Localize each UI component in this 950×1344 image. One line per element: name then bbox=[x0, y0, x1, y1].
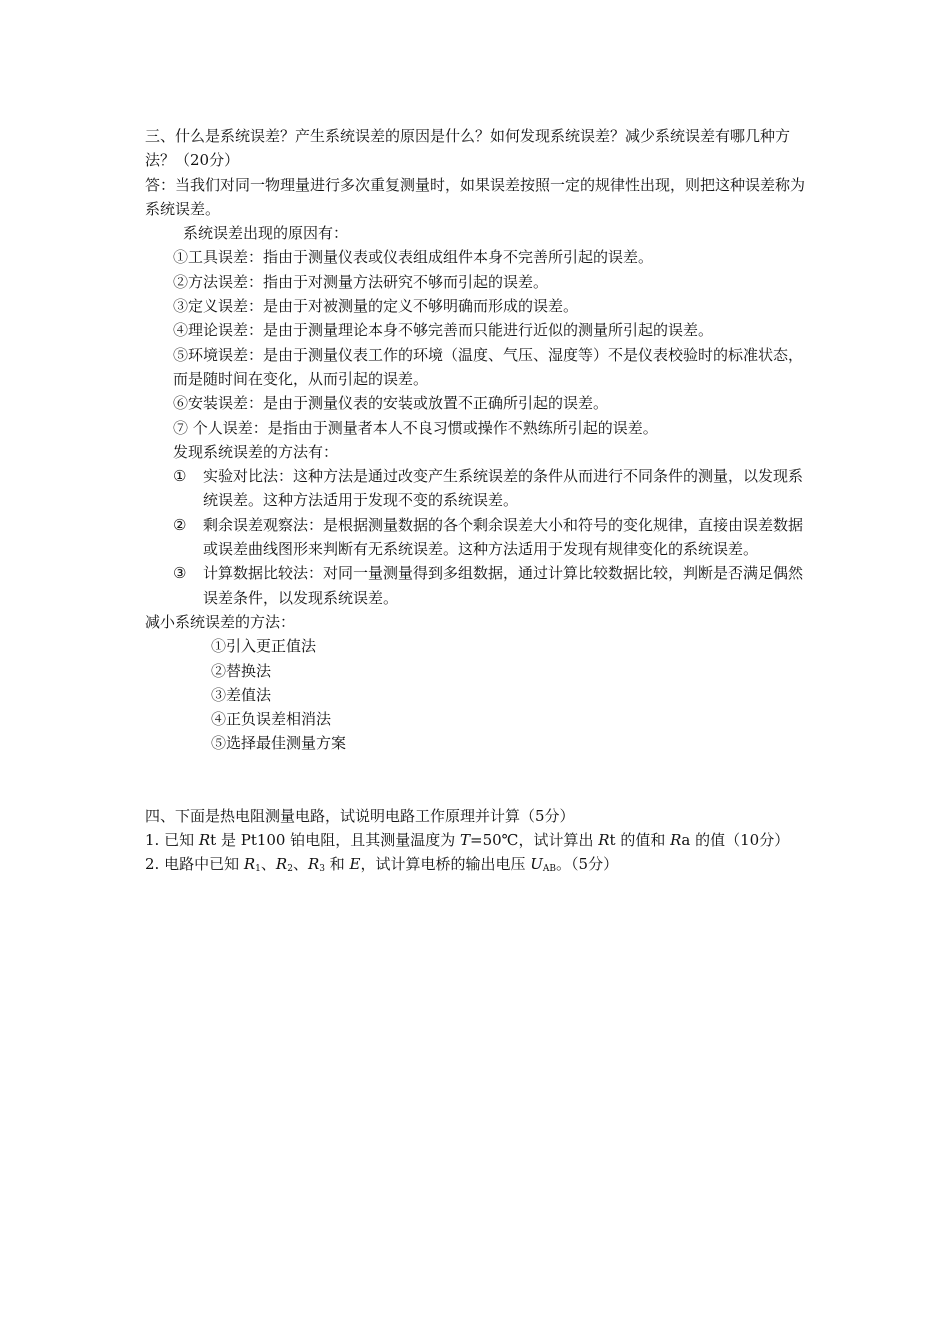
q4-item-1-text: =50℃，试计算出 bbox=[470, 831, 599, 850]
q4-item-1-text: 1. 已知 bbox=[145, 831, 199, 850]
var-e: E bbox=[349, 855, 361, 874]
cause-item: ⑦ 个人误差：是指由于测量者本人不良习惯或操作不熟练所引起的误差。 bbox=[173, 418, 658, 437]
detect-item-text: 计算数据比较法：对同一量测量得到多组数据，通过计算比较数据比较，判断是否满足偶然误差条件，以发现系统误差。 bbox=[203, 564, 804, 607]
var-r1: R bbox=[243, 855, 256, 874]
reduce-item: ③差值法 bbox=[211, 685, 272, 704]
q4-item-2 bbox=[145, 852, 815, 881]
var-r: R bbox=[670, 831, 682, 850]
q4-item-2-text: 2. 电路中已知 bbox=[145, 855, 244, 874]
cause-item: ①工具误差：指由于测量仪表或仪表组成组件本身不完善所引起的误差。 bbox=[173, 248, 654, 267]
subscript: 1 bbox=[255, 864, 261, 875]
reduce-item: ④正负误差相消法 bbox=[211, 710, 332, 729]
subscript: 2 bbox=[287, 864, 293, 875]
q4-item-1-text: a 的值（10分） bbox=[681, 831, 790, 850]
document-content bbox=[145, 124, 815, 882]
detect-item bbox=[145, 561, 815, 610]
detect-item-number: ③ bbox=[173, 564, 187, 583]
separator: 、 bbox=[292, 855, 308, 874]
conjunction: 和 bbox=[324, 855, 350, 874]
q3-title: 三、什么是系统误差？产生系统误差的原因是什么？如何发现系统误差？减少系统误差有哪几种方法？（20分） bbox=[145, 127, 791, 170]
q4-item-2-text: 。（5分） bbox=[556, 855, 619, 874]
reduce-item: ⑤选择最佳测量方案 bbox=[211, 734, 347, 753]
var-r: R bbox=[198, 831, 211, 850]
cause-item: ②方法误差：指由于对测量方法研究不够而引起的误差。 bbox=[173, 272, 549, 291]
detect-heading: 发现系统误差的方法有： bbox=[173, 442, 339, 461]
var-r: R bbox=[598, 831, 610, 850]
causes-heading: 系统误差出现的原因有： bbox=[183, 224, 349, 243]
reduce-heading: 减小系统误差的方法： bbox=[145, 612, 296, 631]
q4-item-1-text: t 是 Pt100 铂电阻，且其测量温度为 bbox=[210, 831, 461, 850]
separator: 、 bbox=[260, 855, 276, 874]
var-u: U bbox=[530, 855, 543, 874]
var-t: T bbox=[460, 831, 471, 850]
detect-item-text: 实验对比法：这种方法是通过改变产生系统误差的条件从而进行不同条件的测量，以发现系统误差。这种方法适用于发现不变的系统误差。 bbox=[203, 467, 804, 510]
cause-item: ④理论误差：是由于测量理论本身不够完善而只能进行近似的测量所引起的误差。 bbox=[173, 321, 714, 340]
q4-item-1-text: t 的值和 bbox=[609, 831, 671, 850]
reduce-item: ①引入更正值法 bbox=[211, 637, 317, 656]
q4-title: 四、下面是热电阻测量电路，试说明电路工作原理并计算（5分） bbox=[145, 806, 575, 825]
subscript: AB bbox=[542, 864, 557, 875]
q4-item-2-text: ，试计算电桥的输出电压 bbox=[360, 855, 531, 874]
var-r2: R bbox=[275, 855, 288, 874]
reduce-item: ②替换法 bbox=[211, 661, 272, 680]
detect-item-number: ② bbox=[173, 515, 187, 534]
detect-item-number: ① bbox=[173, 467, 187, 486]
q4-item-1 bbox=[145, 828, 815, 852]
cause-item: ⑥安装误差：是由于测量仪表的安装或放置不正确所引起的误差。 bbox=[173, 394, 609, 413]
detect-item bbox=[145, 513, 815, 562]
detect-item bbox=[145, 464, 815, 513]
section-spacer bbox=[145, 756, 815, 804]
cause-item: ③定义误差：是由于对被测量的定义不够明确而形成的误差。 bbox=[173, 297, 579, 316]
var-r3: R bbox=[307, 855, 320, 874]
subscript: 3 bbox=[319, 864, 325, 875]
detect-item-text: 剩余误差观察法：是根据测量数据的各个剩余误差大小和符号的变化规律，直接由误差数据或误差曲线图形来判断有无系统误差。这种方法适用于发现有规律变化的系统误差。 bbox=[203, 515, 804, 559]
cause-item: ⑤环境误差：是由于测量仪表工作的环境（温度、气压、湿度等）不是仪表校验时的标准状态，而是随时间在变化，从而引起的误差。 bbox=[173, 345, 804, 388]
q3-answer: 答：当我们对同一物理量进行多次重复测量时，如果误差按照一定的规律性出现，则把这种误差称为系统误差。 bbox=[145, 175, 806, 218]
